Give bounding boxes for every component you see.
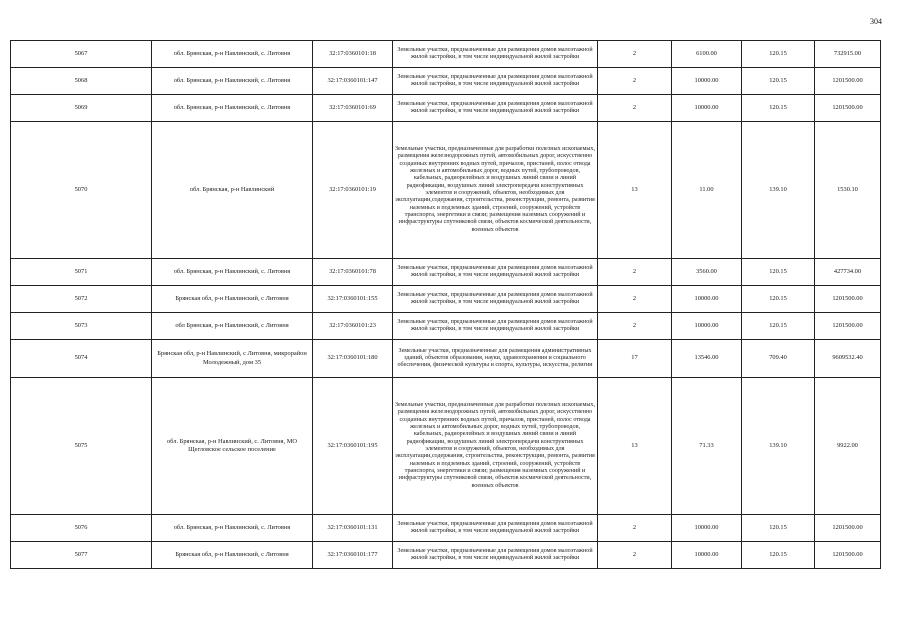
specific-value-cell: 120.15	[742, 515, 815, 542]
specific-value-cell: 139.10	[742, 122, 815, 259]
row-number: 5075	[11, 378, 152, 515]
area-cell: 10000.00	[672, 95, 742, 122]
cadastral-value-table	[10, 40, 881, 569]
land-use-cell: Земельные участки, предназначенные для размещения домов малоэтажной жилой застройки, в том числе индивидуальной жилой застройки	[393, 259, 598, 286]
cadastral-value-cell: 9609532.40	[815, 340, 881, 378]
cadastral-number-cell: 32:17:0360101:19	[313, 122, 393, 259]
row-number: 5067	[11, 41, 152, 68]
table-row	[11, 68, 881, 95]
row-number: 5074	[11, 340, 152, 378]
land-use-cell: Земельные участки, предназначенные для размещения домов малоэтажной жилой застройки, в том числе индивидуальной жилой застройки	[393, 41, 598, 68]
table-row	[11, 95, 881, 122]
address-cell: обл. Брянская, р-н Навлинский, с. Литовня	[152, 259, 313, 286]
cadastral-number-cell: 32:17:0360101:78	[313, 259, 393, 286]
area-cell: 13546.00	[672, 340, 742, 378]
land-use-cell: Земельные участки, предназначенные для размещения административных зданий, объектов образования, науки, здравоохранения и социального обеспечения, физической культуры и спорта, культуры, искусства, религии	[393, 340, 598, 378]
row-number: 5073	[11, 313, 152, 340]
cadastral-value-cell: 1530.10	[815, 122, 881, 259]
area-cell: 10000.00	[672, 313, 742, 340]
specific-value-cell: 120.15	[742, 95, 815, 122]
land-use-cell: Земельные участки, предназначенные для размещения домов малоэтажной жилой застройки, в том числе индивидуальной жилой застройки	[393, 95, 598, 122]
address-cell: обл. Брянская, р-н Навлинский, с. Литовня	[152, 41, 313, 68]
cadastral-number-cell: 32:17:0360101:69	[313, 95, 393, 122]
table-row	[11, 378, 881, 515]
cadastral-number-cell: 32:17:0360101:177	[313, 542, 393, 569]
row-number: 5069	[11, 95, 152, 122]
specific-value-cell: 120.15	[742, 542, 815, 569]
cadastral-number-cell: 32:17:0360101:18	[313, 41, 393, 68]
group-cell: 2	[598, 286, 672, 313]
group-cell: 2	[598, 95, 672, 122]
address-cell: Брянская обл, р-н Навлинский, с Литовня	[152, 286, 313, 313]
cadastral-number-cell: 32:17:0360101:23	[313, 313, 393, 340]
page-number: 304	[870, 17, 882, 26]
table-row	[11, 515, 881, 542]
specific-value-cell: 120.15	[742, 259, 815, 286]
cadastral-value-cell: 1201500.00	[815, 515, 881, 542]
address-cell: обл Брянская, р-н Навлинский, с Литовня	[152, 313, 313, 340]
table-row	[11, 122, 881, 259]
group-cell: 2	[598, 313, 672, 340]
group-cell: 2	[598, 41, 672, 68]
area-cell: 3560.00	[672, 259, 742, 286]
land-use-cell: Земельные участки, предназначенные для разработки полезных ископаемых, размещения железнодорожных путей, автомобильных дорог, искусственно созданных внутренних водных путей, причалов, пристаней, полос отвода железных и автомобильных дорог, водных путей, трубопроводов, кабельных, радиорелейных и воздушных линий связи и линий радиофикации, воздушных линий электропередачи конструктивных элементов и сооружений, объектов, необходимых для эксплуатации,содержания, строительства, реконструкции, ремонта, развития наземных и подземных зданий, строений, сооружений, устройств транспорта, энергетики и связи; размещения наземных сооружений и инфраструктуры спутниковой связи, объектов космической деятельности, военных объектов	[393, 378, 598, 515]
area-cell: 10000.00	[672, 68, 742, 95]
address-cell: обл. Брянская, р-н Навлинский, с. Литовня	[152, 95, 313, 122]
address-cell: обл. Брянская, р-н Навлинский, с. Литовня	[152, 68, 313, 95]
group-cell: 13	[598, 378, 672, 515]
land-use-cell: Земельные участки, предназначенные для размещения домов малоэтажной жилой застройки, в том числе индивидуальной жилой застройки	[393, 68, 598, 95]
area-cell: 6100.00	[672, 41, 742, 68]
cadastral-value-cell: 9922.00	[815, 378, 881, 515]
cadastral-value-cell: 732915.00	[815, 41, 881, 68]
cadastral-value-cell: 1201500.00	[815, 542, 881, 569]
cadastral-number-cell: 32:17:0360101:195	[313, 378, 393, 515]
specific-value-cell: 120.15	[742, 286, 815, 313]
row-number: 5077	[11, 542, 152, 569]
specific-value-cell: 139.10	[742, 378, 815, 515]
row-number: 5070	[11, 122, 152, 259]
cadastral-number-cell: 32:17:0360101:180	[313, 340, 393, 378]
row-number: 5068	[11, 68, 152, 95]
address-cell: обл. Брянская, р-н Навлинский, с. Литовня, МО Щегловское сельское поселение	[152, 378, 313, 515]
table-row	[11, 259, 881, 286]
address-cell: обл. Брянская, р-н Навлинский	[152, 122, 313, 259]
cadastral-value-cell: 1201500.00	[815, 313, 881, 340]
table-row	[11, 41, 881, 68]
cadastral-value-cell: 427734.00	[815, 259, 881, 286]
row-number: 5076	[11, 515, 152, 542]
land-use-cell: Земельные участки, предназначенные для размещения домов малоэтажной жилой застройки, в том числе индивидуальной жилой застройки	[393, 286, 598, 313]
land-use-cell: Земельные участки, предназначенные для разработки полезных ископаемых, размещения железнодорожных путей, автомобильных дорог, искусственно созданных внутренних водных путей, причалов, пристаней, полос отвода железных и автомобильных дорог, водных путей, трубопроводов, кабельных, радиорелейных и воздушных линий связи и линий радиофикации, воздушных линий электропередачи конструктивных элементов и сооружений, объектов, необходимых для эксплуатации,содержания, строительства, реконструкции, ремонта, развития наземных и подземных зданий, строений, сооружений, устройств транспорта, энергетики и связи; размещения наземных сооружений и инфраструктуры спутниковой связи, объектов космической деятельности, военных объектов	[393, 122, 598, 259]
group-cell: 17	[598, 340, 672, 378]
address-cell: Брянская обл, р-н Навлинский, с Литовня	[152, 542, 313, 569]
address-cell: обл. Брянская, р-н Навлинский, с. Литовня	[152, 515, 313, 542]
area-cell: 10000.00	[672, 515, 742, 542]
land-use-cell: Земельные участки, предназначенные для размещения домов малоэтажной жилой застройки, в том числе индивидуальной жилой застройки	[393, 313, 598, 340]
land-use-cell: Земельные участки, предназначенные для размещения домов малоэтажной жилой застройки, в том числе индивидуальной жилой застройки	[393, 542, 598, 569]
cadastral-number-cell: 32:17:0360101:155	[313, 286, 393, 313]
land-use-cell: Земельные участки, предназначенные для размещения домов малоэтажной жилой застройки, в том числе индивидуальной жилой застройки	[393, 515, 598, 542]
group-cell: 2	[598, 259, 672, 286]
group-cell: 13	[598, 122, 672, 259]
cadastral-number-cell: 32:17:0360101:131	[313, 515, 393, 542]
specific-value-cell: 709.40	[742, 340, 815, 378]
cadastral-value-cell: 1201500.00	[815, 286, 881, 313]
area-cell: 10000.00	[672, 286, 742, 313]
cadastral-value-cell: 1201500.00	[815, 68, 881, 95]
address-cell: Брянская обл, р-н Навлинский, с Литовня, микрорайон Молодежный, дом 35	[152, 340, 313, 378]
table-row	[11, 286, 881, 313]
table-row	[11, 340, 881, 378]
row-number: 5072	[11, 286, 152, 313]
specific-value-cell: 120.15	[742, 68, 815, 95]
area-cell: 10000.00	[672, 542, 742, 569]
cadastral-number-cell: 32:17:0360101:147	[313, 68, 393, 95]
row-number: 5071	[11, 259, 152, 286]
area-cell: 11.00	[672, 122, 742, 259]
group-cell: 2	[598, 542, 672, 569]
specific-value-cell: 120.15	[742, 41, 815, 68]
group-cell: 2	[598, 515, 672, 542]
specific-value-cell: 120.15	[742, 313, 815, 340]
cadastral-value-cell: 1201500.00	[815, 95, 881, 122]
table-row	[11, 313, 881, 340]
area-cell: 71.33	[672, 378, 742, 515]
group-cell: 2	[598, 68, 672, 95]
table-row	[11, 542, 881, 569]
